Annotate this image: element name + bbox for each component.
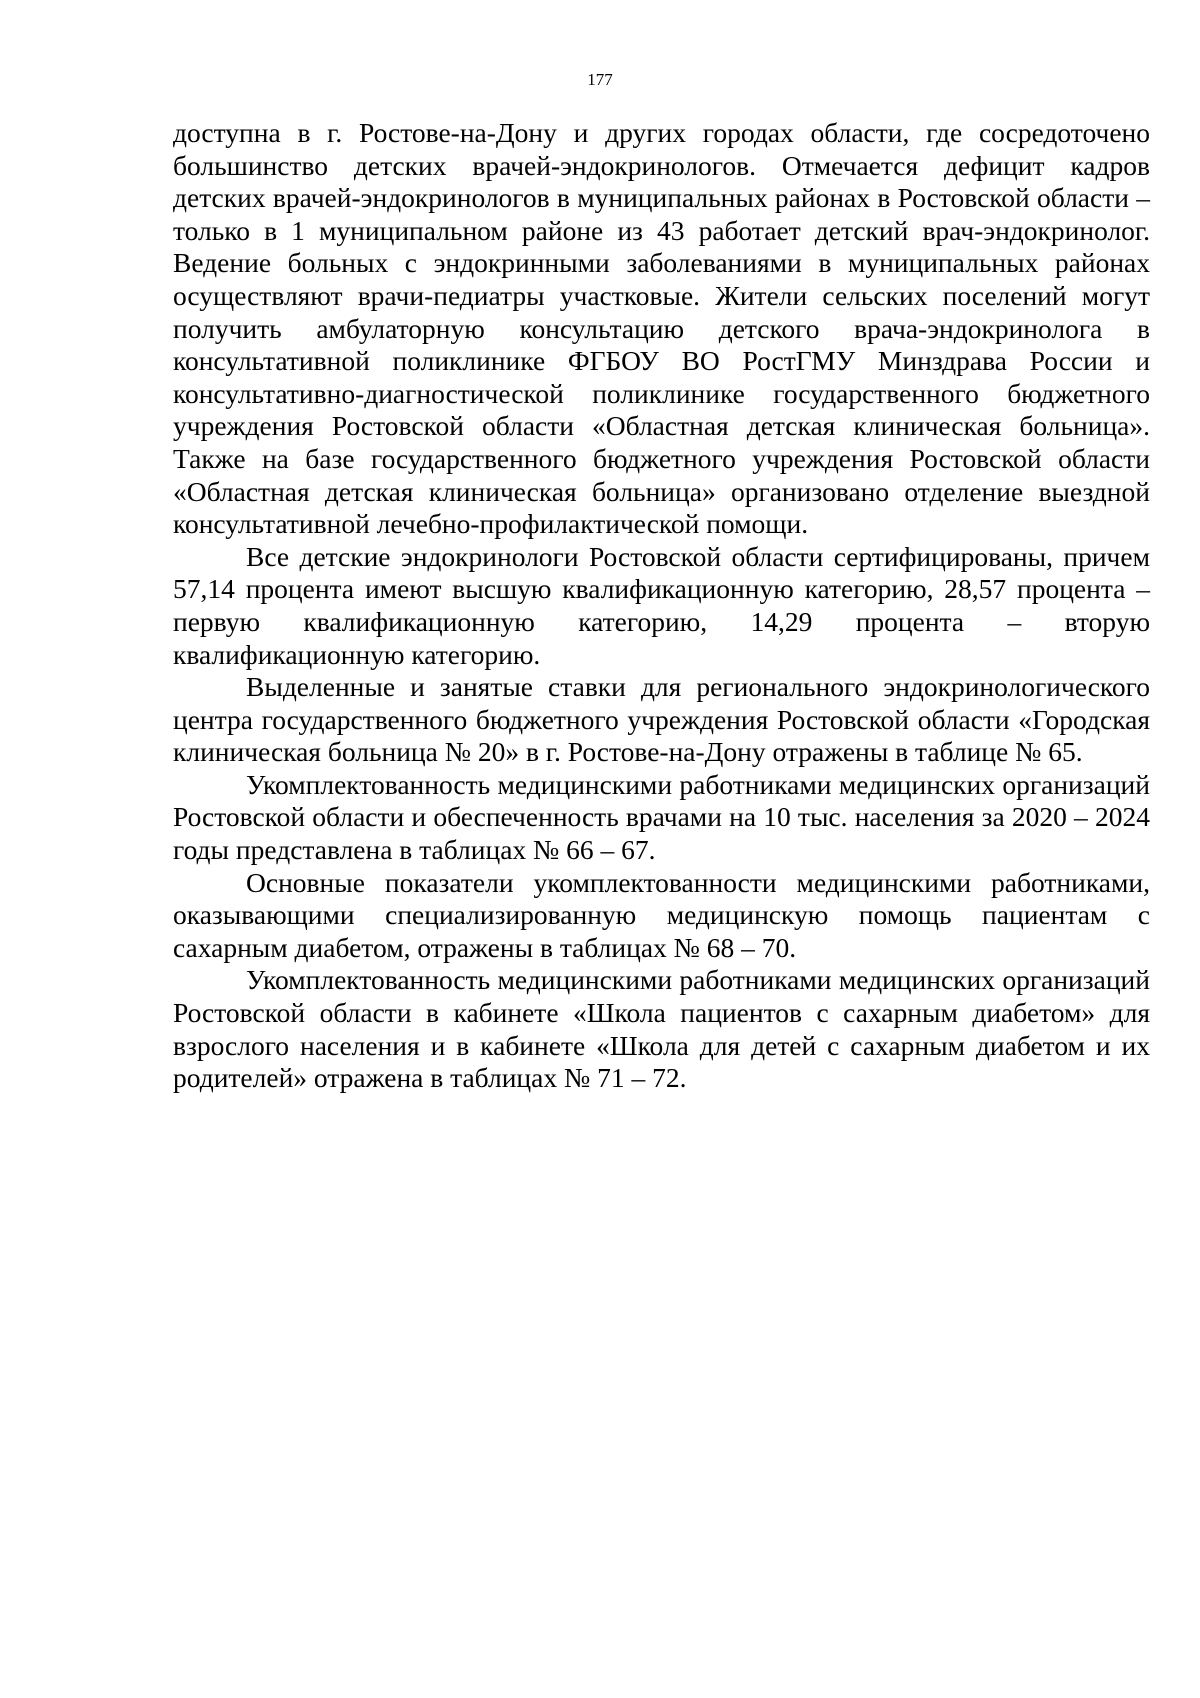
- paragraph-diabetes-staffing: Основные показатели укомплектованности медицинскими работниками, оказывающими специализированную медицинскую помощь пациентам с сахарным диабетом, отражены в таблицах № 68 – 70.: [173, 866, 1150, 963]
- paragraph-certification: Все детские эндокринологи Ростовской области сертифицированы, причем 57,14 процента имеют высшую квалификационную категорию, 28,57 процента – первую квалификационную категорию, 14,29 процента – вторую квалификационную категорию.: [173, 540, 1150, 670]
- paragraph-continuation: доступна в г. Ростове-на-Дону и других городах области, где сосредоточено большинство детских врачей-эндокринологов. Отмечается дефицит кадров детских врачей-эндокринологов в муниципальных районах в Ростовской области – только в 1 муниципальном районе из 43 работает детский врач-эндокринолог. Ведение больных с эндокринными заболеваниями в муниципальных районах осуществляют врачи-педиатры участковые. Жители сельских поселений могут получить амбулаторную консультацию детского врача-эндокринолога в консультативной поликлинике ФГБОУ ВО РостГМУ Минздрава России и консультативно-диагностической поликлинике государственного бюджетного учреждения Ростовской области «Областная детская клиническая больница». Также на базе государственного бюджетного учреждения Ростовской области «Областная детская клиническая больница» организовано отделение выездной консультативной лечебно-профилактической помощи.: [173, 117, 1150, 540]
- page-number: 177: [587, 70, 613, 89]
- document-body: [173, 117, 1150, 1095]
- paragraph-diabetes-school: Укомплектованность медицинскими работниками медицинских организаций Ростовской области в кабинете «Школа пациентов с сахарным диабетом» для взрослого населения и в кабинете «Школа для детей с сахарным диабетом и их родителей» отражена в таблицах № 71 – 72.: [173, 964, 1150, 1094]
- paragraph-staffing: Укомплектованность медицинскими работниками медицинских организаций Ростовской области и обеспеченность врачами на 10 тыс. населения за 2020 – 2024 годы представлена в таблицах № 66 – 67.: [173, 768, 1150, 866]
- paragraph-endocrinology-center: Выделенные и занятые ставки для регионального эндокринологического центра государственного бюджетного учреждения Ростовской области «Городская клиническая больница № 20» в г. Ростове-на-Дону отражены в таблице № 65.: [173, 671, 1150, 768]
